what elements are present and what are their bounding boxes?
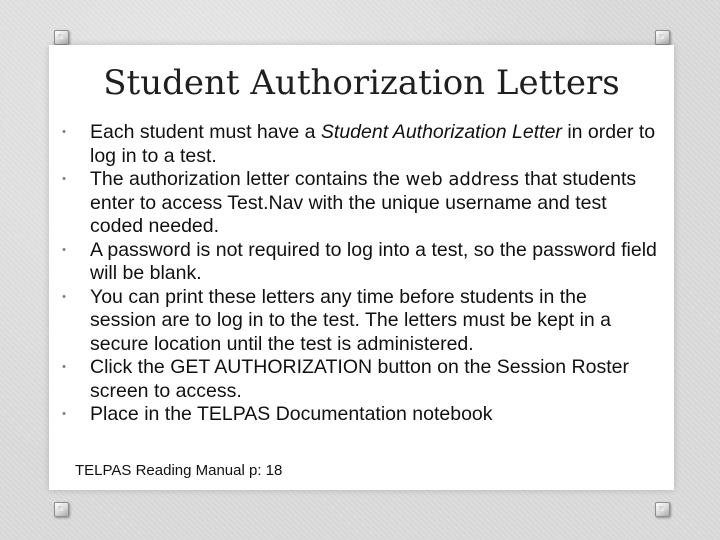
pin-bottom-left-icon	[54, 502, 69, 517]
bullet-1-emphasis: Student Authorization Letter	[320, 121, 562, 143]
bullet-1-text-before: Each student must have a	[90, 121, 321, 143]
bullet-icon: •	[62, 126, 66, 138]
bullet-1-text-after: in order to log in to a test.	[90, 121, 656, 167]
bullet-item-3	[58, 239, 658, 286]
bullet-list	[58, 121, 658, 427]
bullet-icon: •	[62, 361, 66, 373]
bullet-5-text: Click the GET AUTHORIZATION button on the Session Roster screen to access.	[90, 356, 629, 402]
source-note: TELPAS Reading Manual p: 18	[75, 462, 283, 479]
pin-top-right-icon	[655, 30, 670, 45]
bullet-item-4	[58, 286, 658, 357]
pin-bottom-right-icon	[655, 502, 670, 517]
bullet-item-6	[58, 403, 658, 427]
pin-top-left-icon	[54, 30, 69, 45]
slide-title: Student Authorization Letters	[103, 63, 620, 103]
bullet-2-keyword: web address	[405, 169, 520, 190]
bullet-6-text: Place in the TELPAS Documentation notebook	[90, 403, 493, 425]
bullet-icon: •	[62, 290, 66, 303]
bullet-icon: •	[62, 173, 66, 185]
bullet-3-text: A password is not required to log into a test, so the password field will be blank.	[90, 238, 657, 284]
bullet-4-text: You can print these letters any time before students in the session are to log in to the test. The letters must be kept in a secure location until the test is administered.	[90, 285, 612, 355]
bullet-icon: •	[62, 243, 66, 256]
bullet-2-text-before: The authorization letter contains the	[90, 168, 406, 190]
bullet-icon: •	[62, 408, 66, 420]
bullet-item-1	[58, 121, 658, 168]
bullet-item-5	[58, 356, 658, 403]
bullet-item-2	[58, 168, 658, 239]
bullet-2-text-after: that students enter to access Test.Nav with the unique username and test coded needed.	[90, 168, 637, 237]
